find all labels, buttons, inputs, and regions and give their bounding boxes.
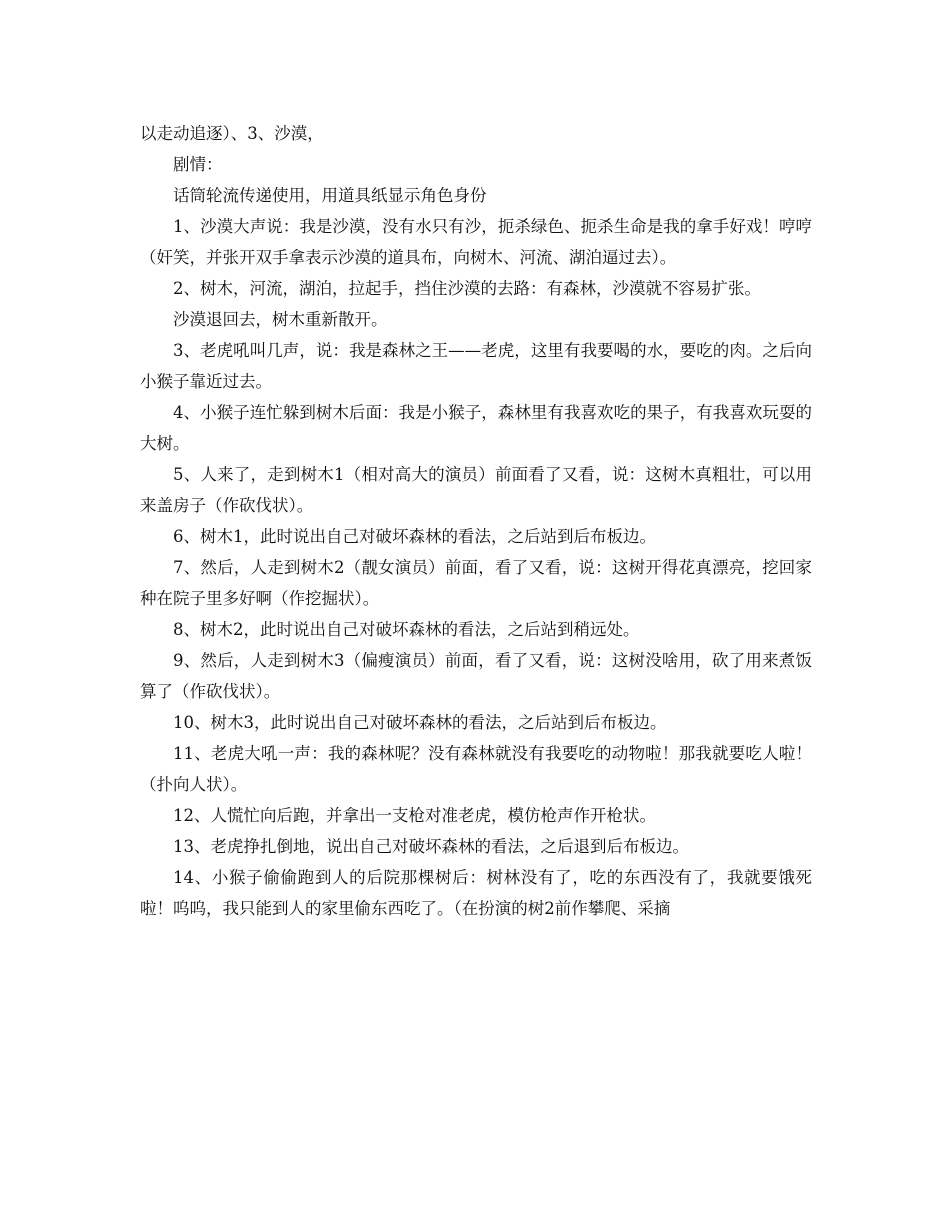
paragraph-step-12: 12、人慌忙向后跑，并拿出一支枪对准老虎，模仿枪声作开枪状。 — [173, 806, 656, 825]
paragraph-step-14: 14、小猴子偷偷跑到人的后院那棵树后：树林没有了，吃的东西没有了，我就要饿死啦！呜呜，我只能到人的家里偷东西吃了。（在扮演的树2前作攀爬、采摘 — [140, 868, 812, 918]
paragraph-desert-retreat: 沙漠退回去，树木重新散开。 — [173, 310, 388, 329]
paragraph-continuation: 以走动追逐）、3、沙漠， — [140, 124, 324, 143]
paragraph-step-3: 3、老虎吼叫几声，说：我是森林之王——老虎，这里有我要喝的水，要吃的肉。之后向小猴子靠近过去。 — [140, 341, 812, 391]
paragraph-step-7: 7、然后，人走到树木2（靓女演员）前面，看了又看，说：这树开得花真漂亮，挖回家种在院子里多好啊（作挖掘状）。 — [140, 558, 812, 608]
paragraph-step-2: 2、树木，河流，湖泊，拉起手，挡住沙漠的去路：有森林，沙漠就不容易扩张。 — [173, 279, 761, 298]
paragraph-step-9: 9、然后，人走到树木3（偏瘦演员）前面，看了又看，说：这树没啥用，砍了用来煮饭算了（作砍伐状）。 — [140, 651, 812, 701]
paragraph-step-11: 11、老虎大吼一声：我的森林呢？没有森林就没有我要吃的动物啦！那我就要吃人啦！（扑向人状）。 — [140, 744, 812, 794]
paragraph-step-10: 10、树木3，此时说出自己对破坏森林的看法，之后站到后布板边。 — [173, 713, 667, 732]
paragraph-plot-heading: 剧情： — [173, 155, 223, 174]
paragraph-step-13: 13、老虎挣扎倒地，说出自己对破坏森林的看法，之后退到后布板边。 — [173, 837, 689, 856]
paragraph-step-6: 6、树木1，此时说出自己对破坏森林的看法，之后站到后布板边。 — [173, 527, 656, 546]
paragraph-mic-note: 话筒轮流传递使用，用道具纸显示角色身份 — [173, 186, 487, 205]
paragraph-step-5: 5、人来了，走到树木1（相对高大的演员）前面看了又看，说：这树木真粗壮，可以用来盖房子（作砍伐状）。 — [140, 465, 812, 515]
paragraph-step-8: 8、树木2，此时说出自己对破坏森林的看法，之后站到稍远处。 — [173, 620, 640, 639]
paragraph-step-1: 1、沙漠大声说：我是沙漠，没有水只有沙，扼杀绿色、扼杀生命是我的拿手好戏！哼哼（奸笑，并张开双手拿表示沙漠的道具布，向树木、河流、湖泊逼过去）。 — [140, 217, 812, 267]
paragraph-step-4: 4、小猴子连忙躲到树木后面：我是小猴子，森林里有我喜欢吃的果子，有我喜欢玩耍的大树。 — [140, 403, 812, 453]
document-page — [140, 118, 812, 924]
